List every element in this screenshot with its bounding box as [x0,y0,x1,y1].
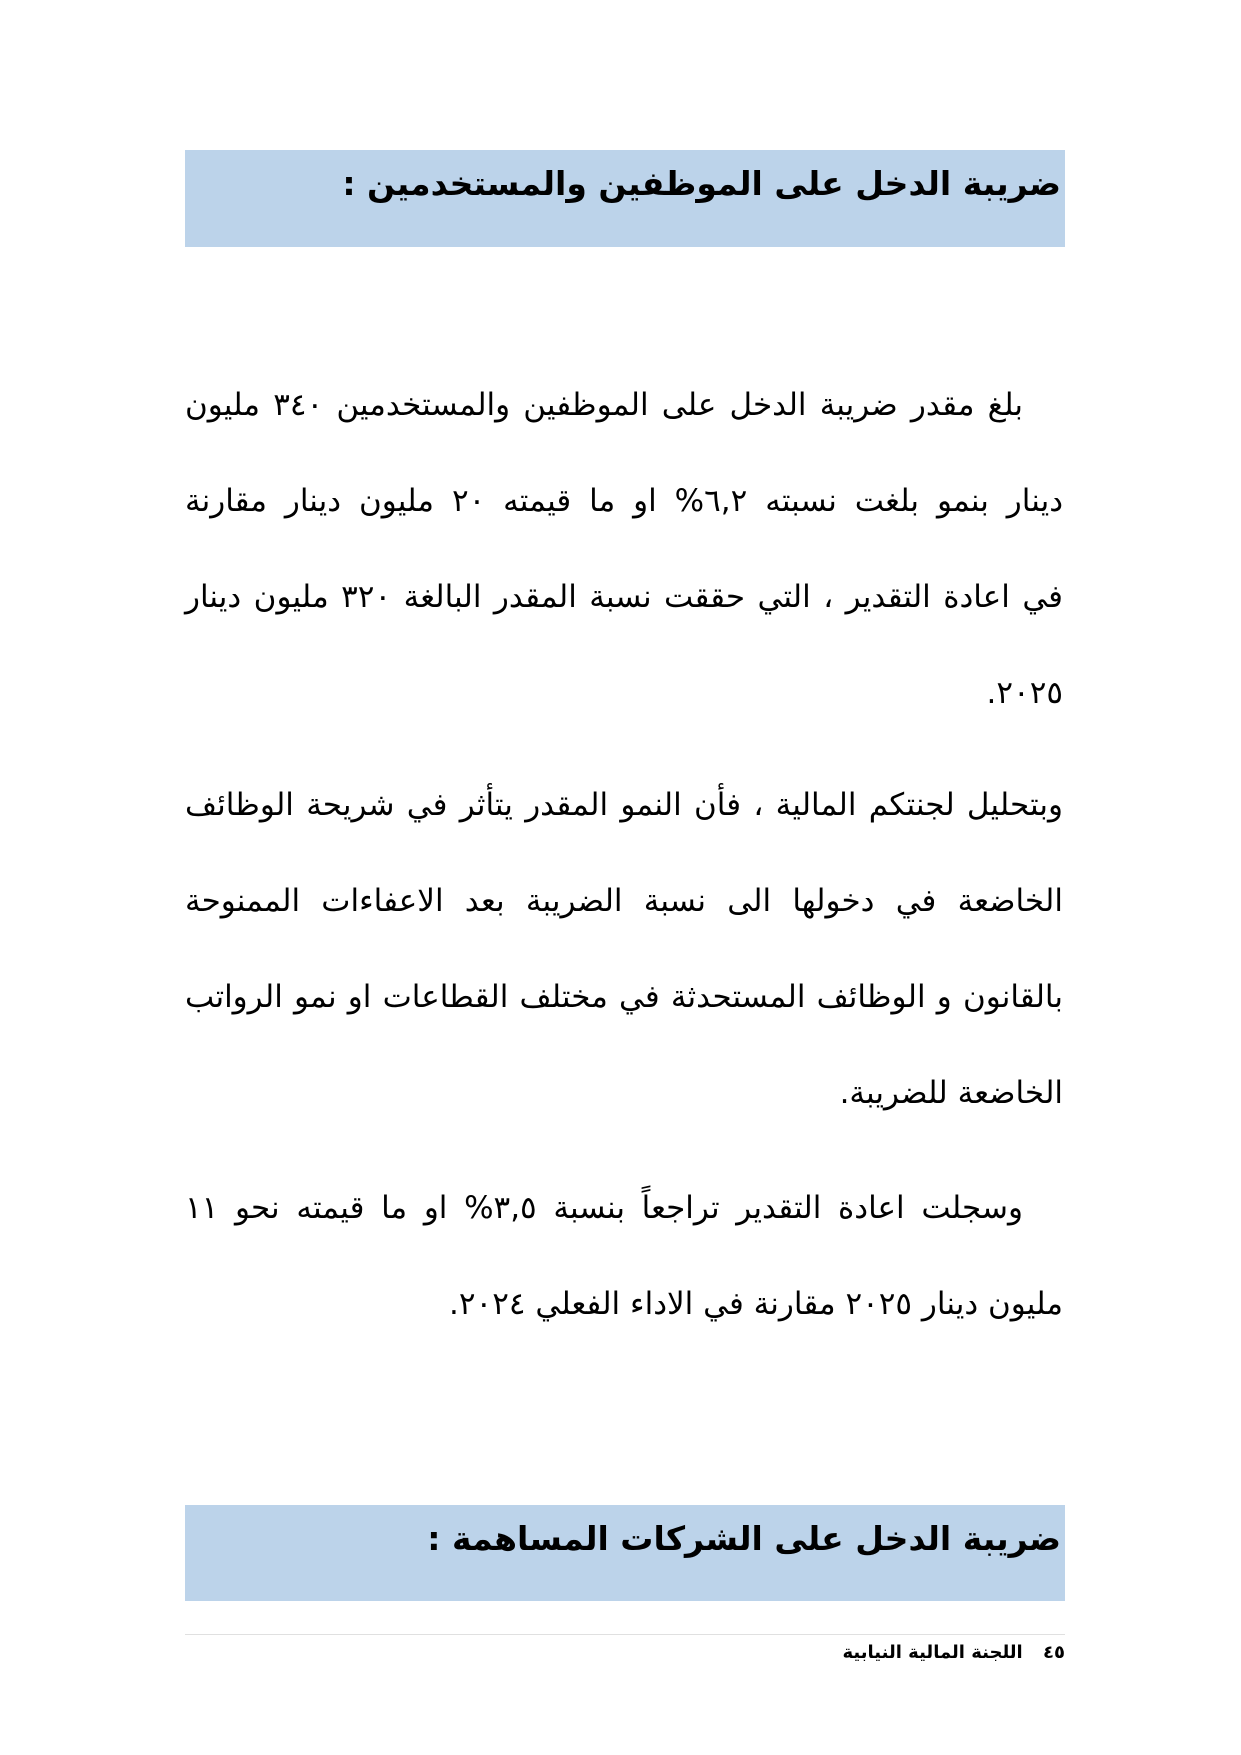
paragraph-line: مليون دينار ٢٠٢٥ مقارنة في الاداء الفعلي ٢٠٢٤. [449,1286,1063,1322]
paragraph-analysis [185,757,1063,1141]
paragraph-line: الخاضعة في دخولها الى نسبة الضريبة بعد الاعفاءات الممنوحة [185,883,1063,919]
paragraph-line: وبتحليل لجنتكم المالية ، فأن النمو المقدر يتأثر في شريحة الوظائف [185,787,1063,823]
paragraph-line: في اعادة التقدير ، التي حققت نسبة المقدر البالغة ٣٢٠ مليون دينار [185,579,1063,615]
section-heading-band [185,150,1065,247]
section-heading-employees-tax: ضريبة الدخل على الموظفين والمستخدمين : [342,164,1061,203]
paragraph-line: الخاضعة للضريبة. [839,1075,1063,1111]
committee-name: اللجنة المالية النيابية [842,1642,1023,1663]
paragraph-line: دينار بنمو بلغت نسبته ٦,٢% او ما قيمته ٢٠ مليون دينار مقارنة [185,483,1064,519]
footer-divider [185,1634,1065,1635]
paragraph-line: ٢٠٢٥. [986,675,1063,711]
section-heading-corporate-tax: ضريبة الدخل على الشركات المساهمة : [427,1519,1061,1558]
paragraph-reassessment [185,1160,1063,1352]
section-heading-band [185,1505,1065,1601]
paragraph-estimate [185,357,1063,741]
page-footer [843,1636,1066,1670]
paragraph-line: بلغ مقدر ضريبة الدخل على الموظفين والمستخدمين ٣٤٠ مليون [185,387,1023,423]
page-number: ٤٥ [1043,1642,1065,1663]
paragraph-line: وسجلت اعادة التقدير تراجعاً بنسبة ٣,٥% او ما قيمته نحو ١١ [185,1190,1023,1226]
paragraph-line: بالقانون و الوظائف المستحدثة في مختلف القطاعات او نمو الرواتب [185,979,1063,1015]
